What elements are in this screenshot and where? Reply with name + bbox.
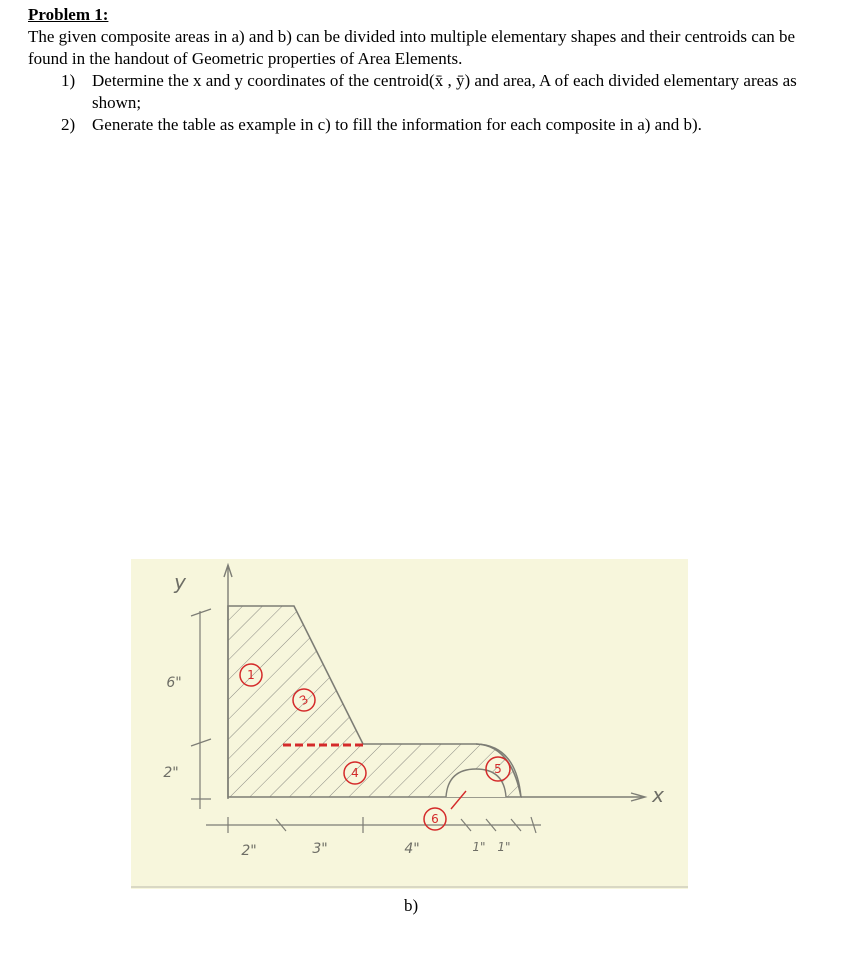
composite-area-figure: [131, 559, 688, 889]
dimension-label-width: 4": [404, 841, 420, 857]
list-item-number: 1): [61, 71, 76, 90]
dimension-label-width: 1": [497, 840, 511, 854]
y-axis-label: y: [174, 570, 186, 594]
region-label: 6: [431, 812, 439, 826]
list-item-text: Determine the x and y coordinates of the centroid(x̄ , ȳ) and area, A of each divided elementary areas as shown;: [92, 71, 797, 112]
paper-background: [131, 559, 688, 889]
list-item-text: Generate the table as example in c) to fill the information for each composite in a) and b).: [92, 115, 702, 134]
region-label: 5: [494, 762, 502, 776]
x-axis-label: x: [652, 783, 664, 807]
problem-title: Problem 1:: [28, 5, 109, 24]
dimension-label-width: 2": [241, 843, 257, 859]
dimension-label-width: 1": [472, 840, 486, 854]
region-label: 3: [297, 692, 311, 708]
problem-intro: The given composite areas in a) and b) can be divided into multiple elementary shapes and their centroids can be found in the handout of Geometric properties of Area Elements.: [28, 27, 796, 68]
figure-caption: b): [404, 896, 419, 915]
region-label: 1: [247, 668, 255, 682]
list-item: [28, 70, 828, 114]
hand-sketch: [131, 559, 688, 889]
dimension-label-width: 3": [312, 841, 328, 857]
dimension-label-height: 6": [166, 675, 182, 691]
list-item-number: 2): [61, 115, 76, 134]
instruction-list: [28, 70, 828, 136]
list-item: [28, 114, 828, 136]
dimension-label-height-lower: 2": [163, 765, 179, 781]
problem-text: [28, 4, 828, 136]
region-label: 4: [351, 766, 359, 780]
